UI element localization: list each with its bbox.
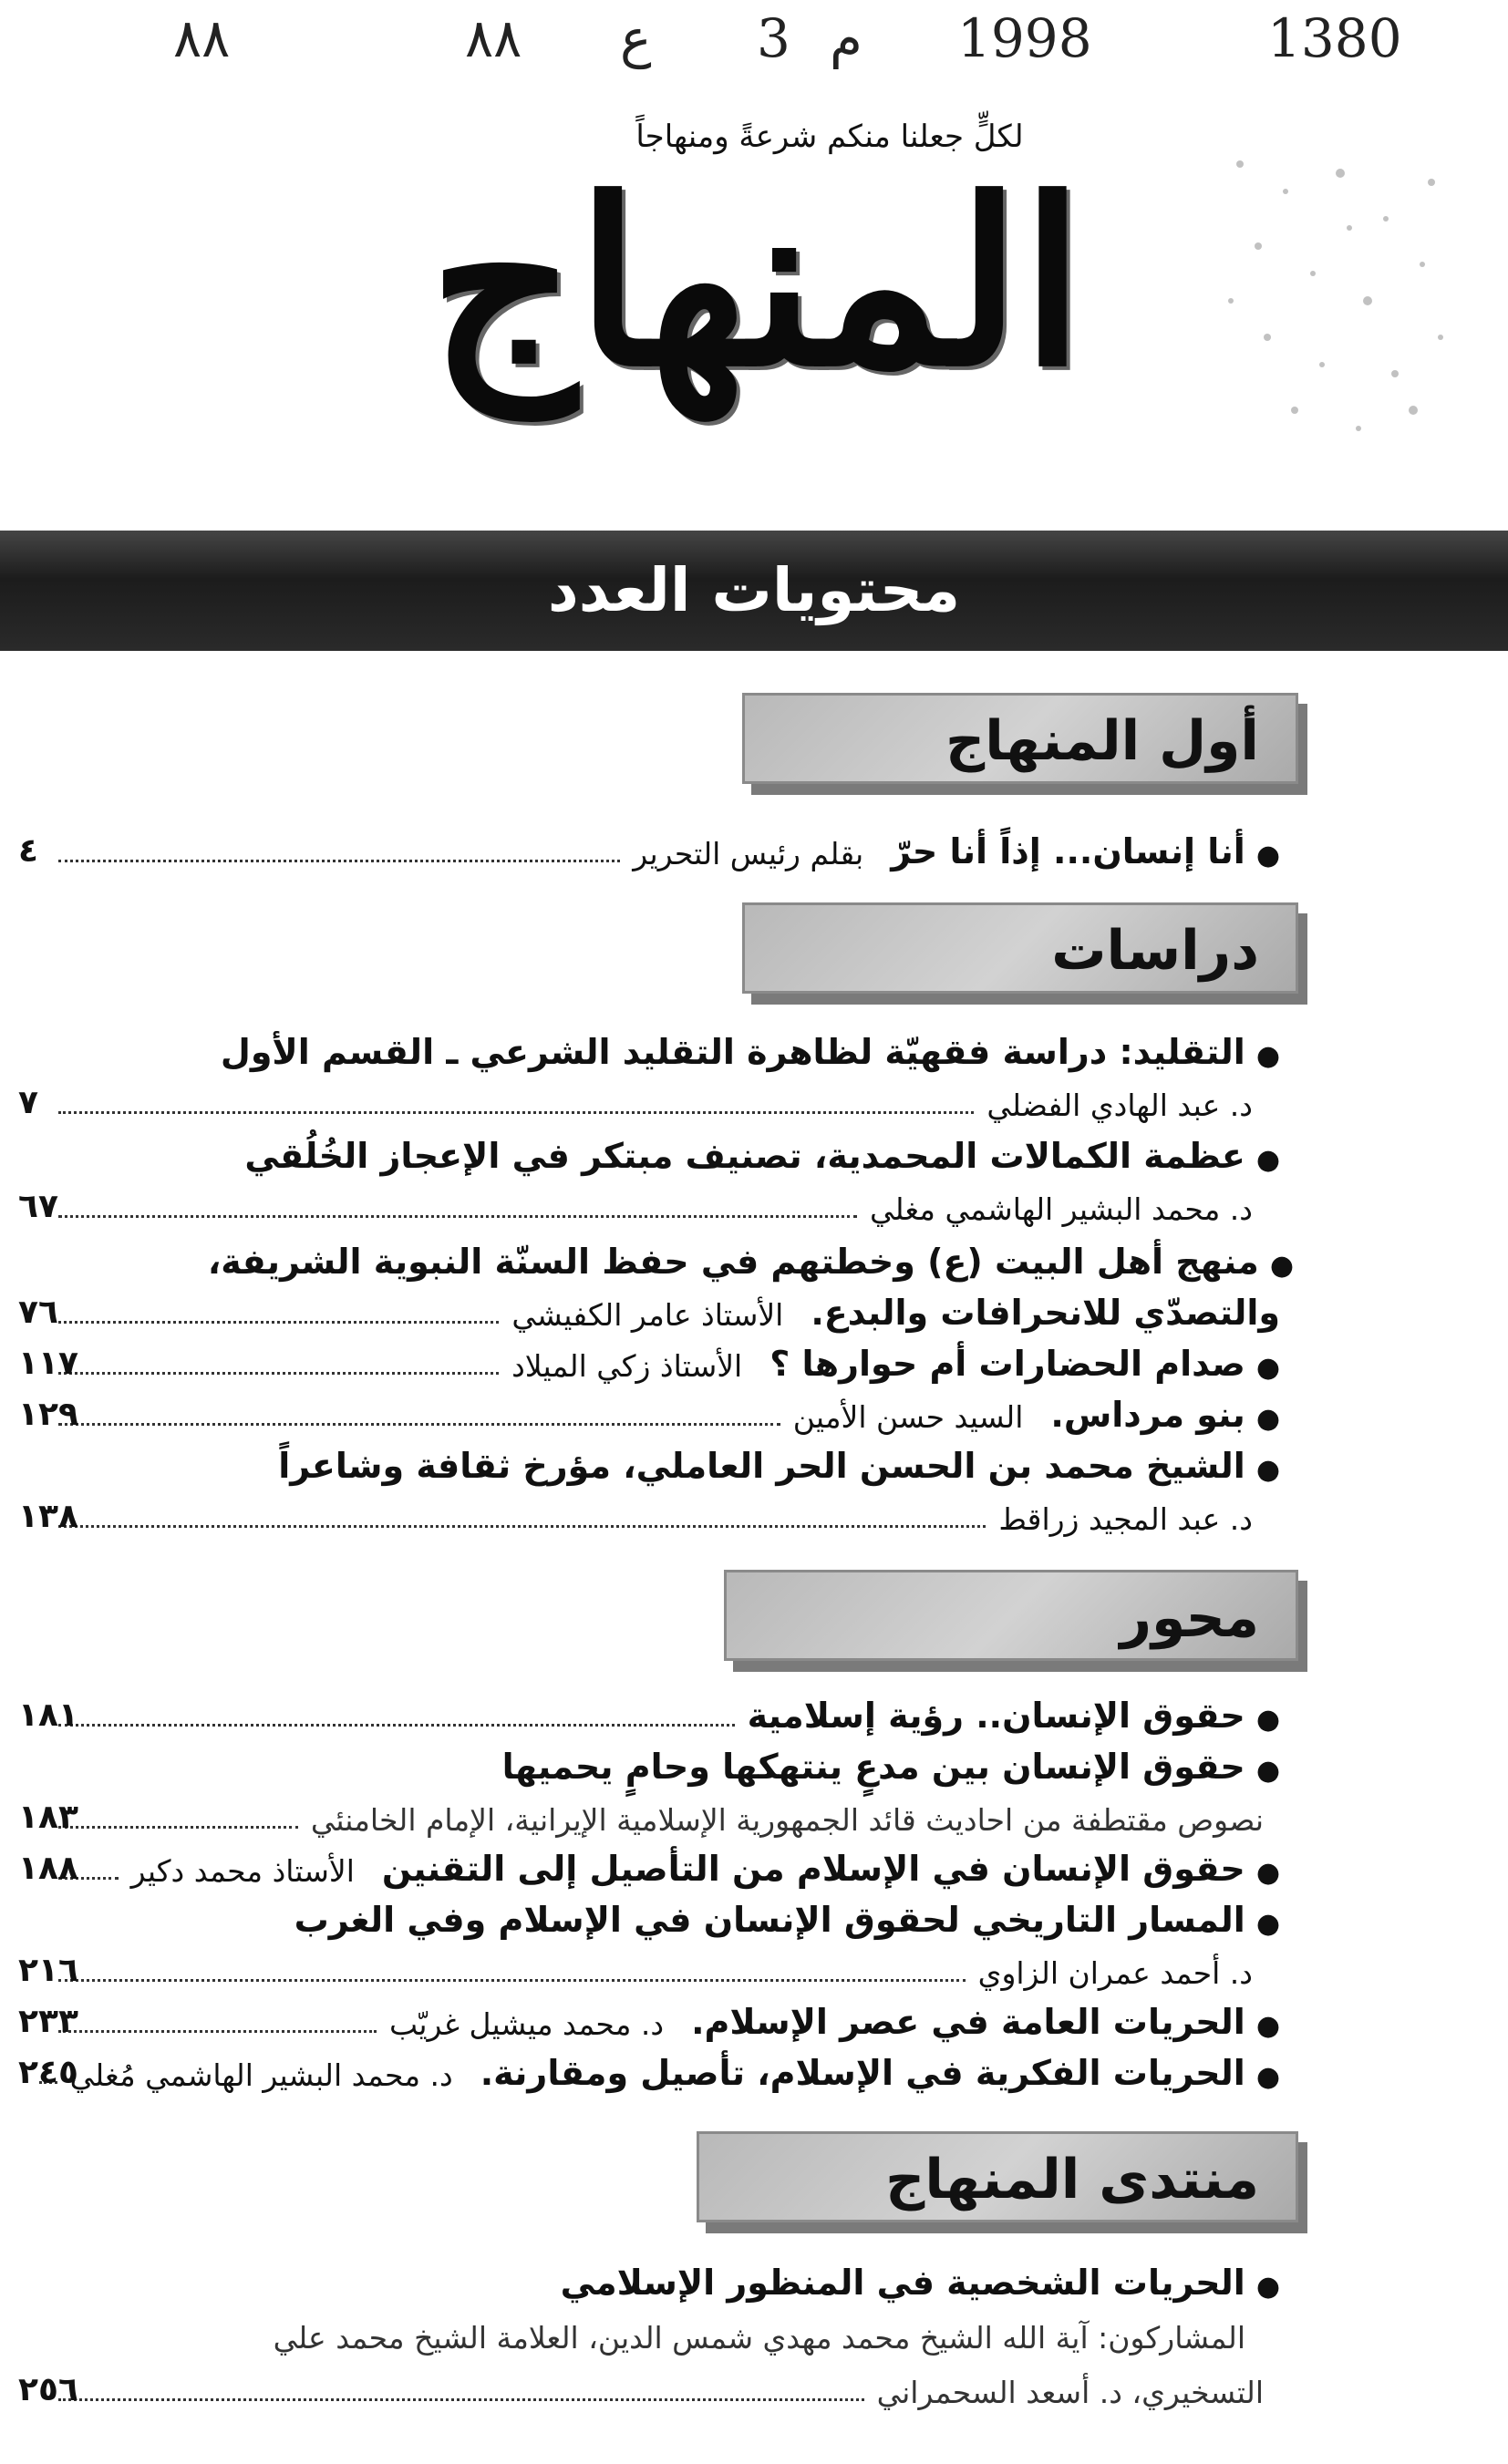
- page-number: ٢٥٦: [18, 2371, 78, 2408]
- section-heading-awwal: أول المنهاج: [742, 693, 1298, 784]
- bullet-icon: ●: [1255, 1908, 1280, 1940]
- leader-dots: [58, 1979, 966, 1982]
- bullet-icon: ●: [1255, 1454, 1280, 1486]
- bullet-icon: ●: [1255, 1040, 1280, 1072]
- entry-title: بنو مرداس.: [1050, 1395, 1245, 1435]
- handnote-item: 1998: [957, 7, 1092, 69]
- leader-dots: [58, 1321, 499, 1324]
- toc-entry-author-line[interactable]: [18, 1176, 1280, 1227]
- bullet-icon: ●: [1255, 1857, 1280, 1889]
- page-number: ١٣٨: [18, 1498, 78, 1535]
- page-number: ٢٤٥: [18, 2054, 78, 2091]
- page-number: ٧٦: [18, 1294, 58, 1331]
- toc-entry-note-line[interactable]: [46, 2304, 1262, 2356]
- page-number: ١٨٨: [18, 1850, 78, 1887]
- leader-dots: [58, 1372, 499, 1375]
- masthead-title: المنهاج: [429, 149, 1085, 417]
- entry-author: د. محمد البشير الهاشمي مُغلي: [69, 2057, 453, 2093]
- entry-title: منهج أهل البيت (ع) وخطتهم في حفظ السنّة النبوية الشريفة،: [207, 1242, 1259, 1282]
- entry-author: د. أحمد عمران الزاوي: [977, 1955, 1253, 1991]
- leader-dots: [58, 1525, 986, 1528]
- entry-title: صدام الحضارات أم حوارها ؟: [769, 1344, 1245, 1384]
- toc-entry-note-line[interactable]: [18, 2359, 1280, 2410]
- section-heading-dirasat: دراسات: [742, 902, 1298, 994]
- page-number: ٢٣٣: [18, 2003, 78, 2040]
- page-number: ٦٧: [18, 1188, 58, 1225]
- entry-title: الحريات الشخصية في المنظور الإسلامي: [560, 2263, 1245, 2303]
- bullet-icon: ●: [1255, 2061, 1280, 2093]
- entry-title: الشيخ محمد بن الحسن الحر العاملي، مؤرخ ثقافة وشاعراً: [278, 1446, 1245, 1486]
- entry-author: د. عبد الهادي الفضلي: [986, 1088, 1253, 1123]
- toc-entry[interactable]: [18, 1384, 1280, 1435]
- entry-author: الأستاذ محمد دكير: [130, 1853, 355, 1889]
- toc-entry[interactable]: [46, 1231, 1294, 1282]
- toc-entry[interactable]: [18, 1991, 1280, 2042]
- entry-title: حقوق الإنسان.. رؤية إسلامية: [747, 1696, 1245, 1736]
- page-number: ١٨١: [18, 1696, 78, 1734]
- contents-banner: محتويات العدد: [0, 531, 1508, 651]
- leader-dots: [58, 2398, 864, 2401]
- entry-title: حقوق الإنسان بين مدعٍ ينتهكها وحامٍ يحميها: [501, 1747, 1245, 1787]
- page-number: ١٢٩: [18, 1396, 78, 1433]
- section-heading-mihwar: محور: [724, 1570, 1298, 1661]
- leader-dots: [58, 1724, 735, 1727]
- bullet-icon: ●: [1255, 1352, 1280, 1384]
- toc-entry-author-line[interactable]: [18, 1940, 1280, 1991]
- page-number: ٤: [18, 832, 38, 870]
- bullet-icon: ●: [1255, 2010, 1280, 2042]
- bullet-icon: ●: [1255, 1704, 1280, 1736]
- bullet-icon: ●: [1255, 1403, 1280, 1435]
- bullet-icon: ●: [1255, 1755, 1280, 1787]
- bullet-icon: ●: [1255, 1144, 1280, 1176]
- handwritten-note: [137, 7, 1413, 89]
- toc-entry-note-line[interactable]: [18, 1787, 1280, 1838]
- entry-title: المسار التاريخي لحقوق الإنسان في الإسلام وفي الغرب: [294, 1900, 1245, 1940]
- toc-entry-author-line[interactable]: [18, 1072, 1280, 1123]
- leader-dots: [58, 1215, 857, 1218]
- toc-entry[interactable]: [18, 1282, 1280, 1333]
- entry-author: الأستاذ زكي الميلاد: [511, 1348, 743, 1384]
- handnote-item: ع: [620, 7, 652, 69]
- page-number: ١٨٣: [18, 1799, 78, 1836]
- entry-title: الحريات العامة في عصر الإسلام.: [691, 2002, 1245, 2042]
- toc-entry[interactable]: [46, 1889, 1280, 1940]
- entry-author: بقلم رئيس التحرير: [633, 836, 864, 871]
- handnote-item: 1380: [1267, 7, 1402, 69]
- leader-dots: [58, 1423, 780, 1426]
- entry-note: التسخيري، د. أسعد السحمراني: [876, 2375, 1264, 2410]
- entry-title: والتصدّي للانحرافات والبدع.: [811, 1293, 1280, 1333]
- entry-author: الأستاذ عامر الكفيشي: [511, 1297, 784, 1333]
- entry-author: د. محمد ميشيل غريّب: [388, 2006, 665, 2042]
- leader-dots: [58, 860, 620, 862]
- entry-title: حقوق الإنسان في الإسلام من التأصيل إلى التقنين: [381, 1849, 1245, 1889]
- toc-entry[interactable]: [46, 1125, 1280, 1176]
- entry-author: السيد حسن الأمين: [792, 1399, 1024, 1435]
- section-heading-muntada: منتدى المنهاج: [697, 2131, 1298, 2222]
- toc-entry[interactable]: [18, 820, 1280, 871]
- handnote-item: ٨٨: [465, 7, 522, 69]
- toc-entry[interactable]: [18, 1333, 1280, 1384]
- leader-dots: [58, 1111, 974, 1114]
- handnote-item: 3: [757, 7, 790, 69]
- entry-title: عظمة الكمالات المحمدية، تصنيف مبتكر في الإعجاز الخُلُقي: [244, 1136, 1245, 1176]
- bullet-icon: ●: [1269, 1250, 1294, 1282]
- bullet-icon: ●: [1255, 2271, 1280, 2303]
- toc-entry[interactable]: [18, 1838, 1280, 1889]
- page-number: ٢١٦: [18, 1952, 78, 1989]
- toc-entry[interactable]: [18, 1685, 1280, 1736]
- masthead-motto: لكلٍّ جعلنا منكم شرعةً ومنهاجاً: [635, 119, 1024, 155]
- toc-entry[interactable]: [46, 1021, 1280, 1072]
- entry-title: أنا إنسان... إذاً أنا حرّ: [891, 831, 1245, 871]
- stamp-mark: [1203, 137, 1477, 465]
- entry-note: نصوص مقتطفة من احاديث قائد الجمهورية الإسلامية الإيرانية، الإمام الخامنئي: [310, 1802, 1264, 1838]
- bullet-icon: ●: [1255, 840, 1280, 871]
- toc-entry[interactable]: [46, 1435, 1280, 1486]
- handnote-item: ٨٨: [173, 7, 231, 69]
- entry-title: الحريات الفكرية في الإسلام، تأصيل ومقارنة.: [480, 2053, 1245, 2093]
- toc-entry-author-line[interactable]: [18, 1486, 1280, 1537]
- masthead-logo: [365, 91, 1149, 456]
- toc-entry[interactable]: [18, 2042, 1280, 2093]
- toc-entry[interactable]: [46, 1736, 1280, 1787]
- entry-author: د. محمد البشير الهاشمي مغلي: [869, 1191, 1253, 1227]
- entry-note: المشاركون: آية الله الشيخ محمد مهدي شمس الدين، العلامة الشيخ محمد علي: [273, 2320, 1245, 2356]
- page-number: ١١٧: [18, 1345, 78, 1382]
- page-number: ٧: [18, 1084, 38, 1121]
- handnote-item: م: [830, 7, 862, 69]
- toc-entry[interactable]: [46, 2252, 1280, 2303]
- entry-title: التقليد: دراسة فقهيّة لظاهرة التقليد الشرعي ـ القسم الأول: [220, 1032, 1245, 1072]
- entry-author: د. عبد المجيد زراقط: [998, 1501, 1253, 1537]
